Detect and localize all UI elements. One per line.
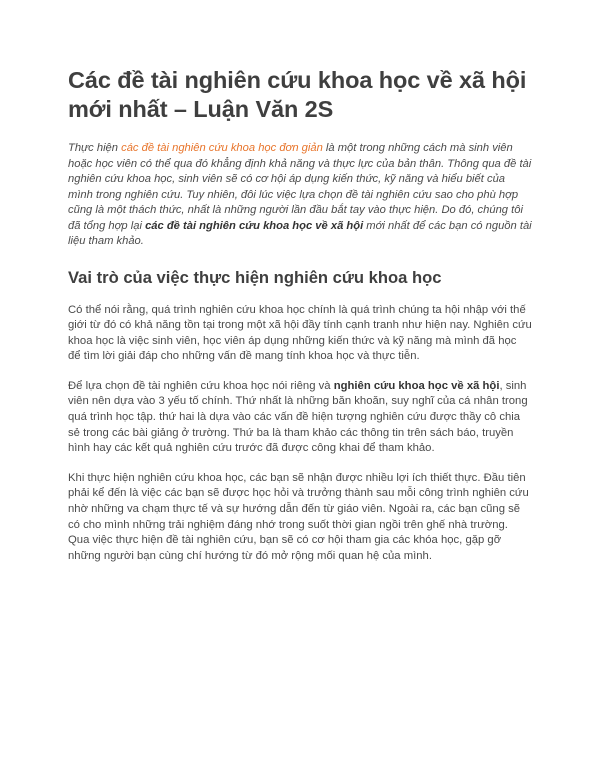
intro-lead-text: Thực hiện <box>68 142 122 154</box>
paragraph2-tail-text: , sinh viên nên dựa vào 3 yếu tố chính. Thứ nhất là những băn khoăn, suy nghĩ của cá nhân trong quá trình học tập. thứ hai là dựa vào các vấn đề hiện tượng nghiên cứu được thầy cô chia sẻ trong các bài giảng ở trường. Thứ ba là tham khảo các thông tin trên sách báo, truyền hình hay các kết quả nghiên cứu trước đã được công khai để tham khảo. <box>68 379 528 455</box>
paragraph2-bold-text: nghiên cứu khoa học về xã hội <box>333 379 500 392</box>
section-heading: Vai trò của việc thực hiện nghiên cứu khoa học <box>68 267 442 287</box>
intro-middle-text: là một trong những cách mà sinh viên hoặc học viên có thể qua đó khẳng định khả năng và thực lực của bản thân. Thông qua đề tài nghiên cứu khoa học, sinh viên sẽ có cơ hội áp dụng kiến thức, kỹ năng và hiểu biết của mình trong nghiên cứu. Tuy nhiên, đôi lúc việc lựa chọn đề tài nghiên cứu sao cho phù hợp cũng là một thách thức, nhất là những người lần đầu bắt tay vào thực hiện. Do đó, chúng tôi đã tổng hợp lại <box>68 142 532 232</box>
body-paragraph-2 <box>68 379 532 457</box>
paragraph2-lead-text: Để lựa chọn đề tài nghiên cứu khoa học nói riêng và <box>68 379 334 392</box>
intro-tail-text: mới nhất để các bạn có nguồn tài liệu tham khảo. <box>68 219 532 247</box>
body-paragraph-1: Có thể nói rằng, quá trình nghiên cứu khoa học chính là quá trình chúng ta hội nhập với thế giới từ đó có khả năng tồn tại trong một xã hội đầy tính cạnh tranh như hiện nay. Nghiên cứu khoa học là việc sinh viên, học viên áp dụng những kiến thức và kỹ năng mà mình đã học để tìm lời giải đáp cho những vấn đề mang tính khoa học và thực tiễn. <box>68 303 532 363</box>
page-title: Các đề tài nghiên cứu khoa học về xã hội mới nhất – Luận Văn 2S <box>68 67 527 122</box>
intro-paragraph <box>68 141 532 250</box>
document-page <box>68 66 532 564</box>
intro-bold-text: các đề tài nghiên cứu khoa học về xã hội <box>145 219 364 232</box>
intro-link[interactable]: các đề tài nghiên cứu khoa học đơn giản <box>121 142 323 154</box>
body-paragraph-3: Khi thực hiện nghiên cứu khoa học, các bạn sẽ nhận được nhiều lợi ích thiết thực. Đầu tiên phải kể đến là việc các bạn sẽ được học hỏi và trưởng thành sau mỗi công trình nghiên cứu nhờ những va chạm thực tế và sự hướng dẫn đến từ giáo viên. Ngoài ra, các bạn cũng sẽ có cho mình những trải nghiệm đáng nhớ trong suốt thời gian ngồi trên ghế nhà trường. Qua việc thực hiện đề tài nghiên cứu, bạn sẽ có cơ hội tham gia các khóa học, gặp gỡ những người bạn cùng chí hướng từ đó mở rộng mối quan hệ của mình. <box>68 471 529 562</box>
